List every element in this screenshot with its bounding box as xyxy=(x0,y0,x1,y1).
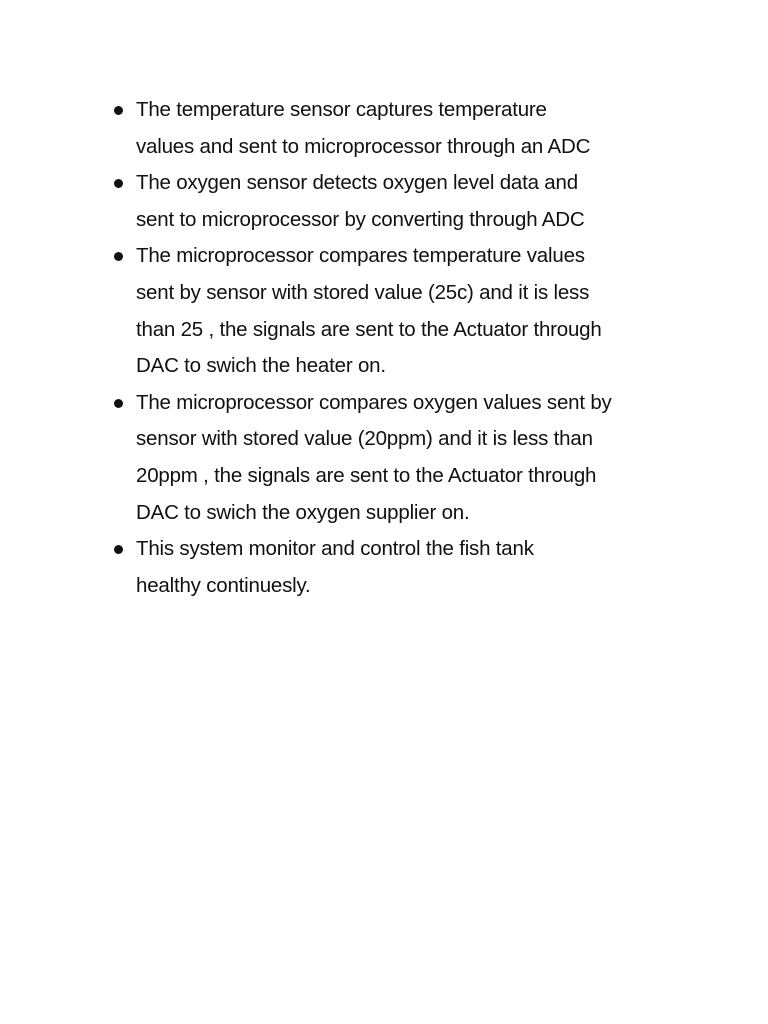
bullet-line: values and sent to microprocessor through an ADC xyxy=(136,134,591,158)
bullet-icon xyxy=(114,399,123,408)
bullet-line: This system monitor and control the fish tank xyxy=(136,537,534,561)
bullet-line: The oxygen sensor detects oxygen level data and xyxy=(136,171,578,195)
bullet-list xyxy=(108,92,698,604)
bullet-item-oxygen-control xyxy=(108,385,698,531)
bullet-icon xyxy=(114,179,123,188)
bullet-line: healthy continuesly. xyxy=(136,573,311,597)
bullet-line: DAC to swich the oxygen supplier on. xyxy=(136,500,470,524)
bullet-line: The microprocessor compares oxygen values sent by xyxy=(136,390,612,414)
bullet-line: sent by sensor with stored value (25c) and it is less xyxy=(136,280,590,304)
bullet-line: than 25 , the signals are sent to the Actuator through xyxy=(136,317,602,341)
bullet-icon xyxy=(114,106,123,115)
bullet-icon xyxy=(114,252,123,261)
bullet-line: The microprocessor compares temperature values xyxy=(136,244,585,268)
bullet-item-oxygen-sensor xyxy=(108,165,698,238)
bullet-icon xyxy=(114,545,123,554)
bullet-line: sensor with stored value (20ppm) and it is less than xyxy=(136,427,593,451)
bullet-line: sent to microprocessor by converting through ADC xyxy=(136,207,585,231)
bullet-line: 20ppm , the signals are sent to the Actuator through xyxy=(136,463,597,487)
bullet-item-temperature-control xyxy=(108,238,698,384)
bullet-item-system-monitor xyxy=(108,531,698,604)
bullet-item-temperature-sensor xyxy=(108,92,698,165)
bullet-line: DAC to swich the heater on. xyxy=(136,354,386,378)
bullet-line: The temperature sensor captures temperature xyxy=(136,98,547,121)
